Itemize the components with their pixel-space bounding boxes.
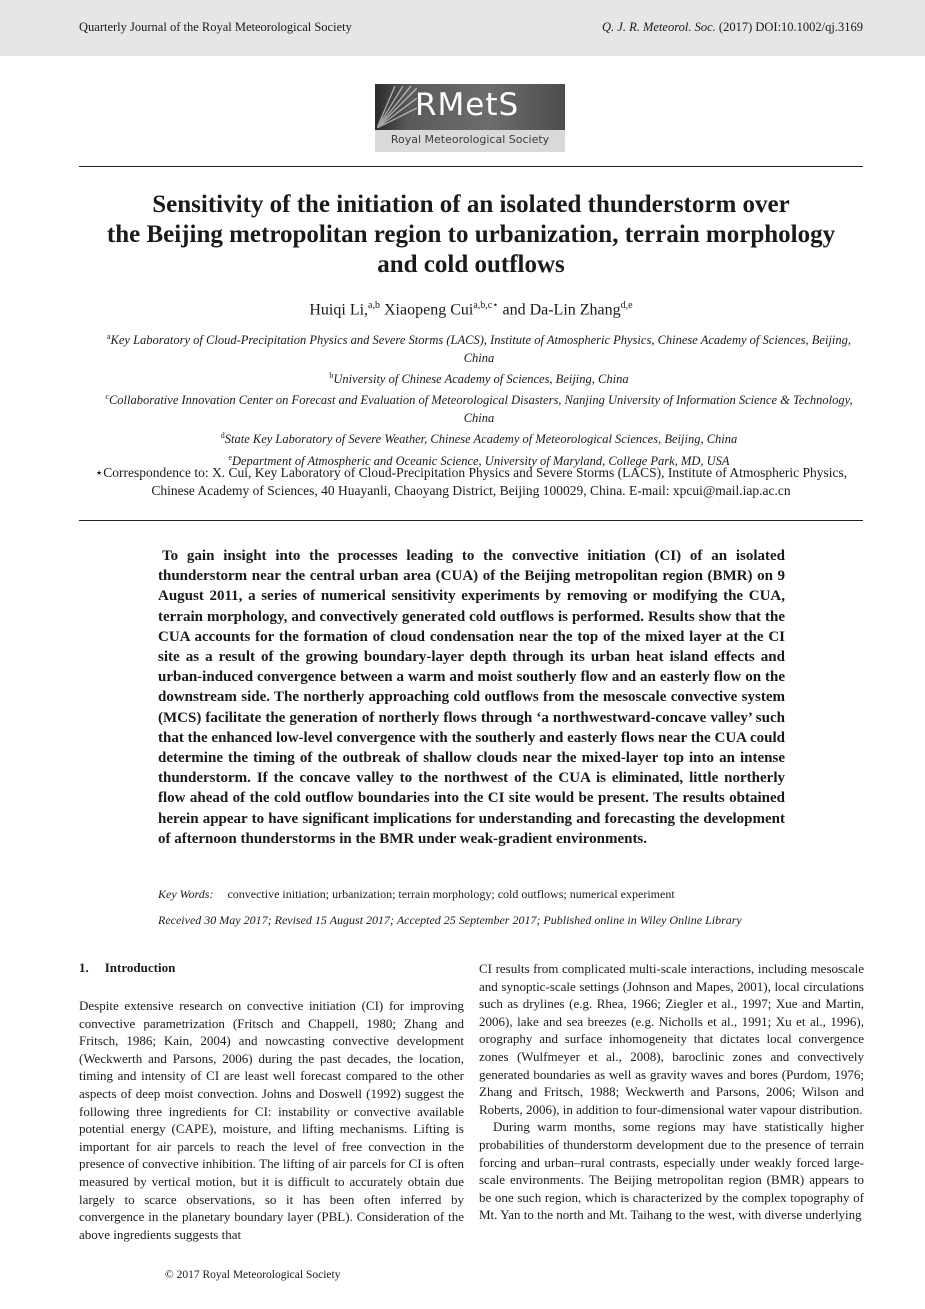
body-column-left: [79, 997, 464, 1243]
affiliation-mark: a: [106, 332, 111, 341]
author-name: Huiqi Li,: [309, 301, 369, 319]
affiliation-text: University of Chinese Academy of Sciences, Beijing, China: [333, 372, 629, 387]
paper-title: [79, 190, 863, 280]
author-affiliation-mark: a,b: [368, 300, 380, 311]
title-line-3: and cold outflows: [377, 251, 565, 278]
author-affiliation-mark: d,e: [620, 300, 633, 311]
abstract: To gain insight into the processes leading to the convective initiation (CI) of an isolated thunderstorm near the central urban area (CUA) of the Beijing metropolitan region (BMR) on 9 August 2011, a series of numerical sensitivity experiments by removing or modifying the CUA, terrain morphology, and convectively generated cold outflows is performed. Results show that the CUA accounts for the formation of cloud condensation near the top of the mixed layer at the CI site as a result of the growing boundary-layer depth through its urban heat island effects and urban-induced convergence between a warm and moist southerly flow and an easterly flow on the downstream side. The northerly approaching cold outflows from the mesoscale convective system (MCS) facilitate the generation of northerly flows through ‘a northwestward-concave valley’ such that the enhanced low-level convergence with the southerly and easterly flows near the CUA could determine the timing of the outbreak of shallow clouds near the mixed-layer top into an intense thunderstorm. If the concave valley to the northwest of the CUA is eliminated, little northerly flow ahead of the cold outflow boundaries into the CI site would be present. The results obtained herein appear to have significant implications for understanding and forecasting the development of afternoon thunderstorms in the BMR under weak-gradient environments.: [158, 548, 785, 847]
affiliation: [94, 388, 864, 427]
affiliations: [94, 328, 864, 470]
affiliation: [94, 427, 864, 448]
affiliation-mark: e: [228, 452, 232, 462]
affiliation: [94, 367, 864, 388]
logo-rays-icon: [377, 86, 417, 128]
citation: [602, 20, 863, 35]
copyright-footer: © 2017 Royal Meteorological Society: [165, 1269, 341, 1281]
section-title: Introduction: [104, 960, 176, 975]
keywords-text: convective initiation; urbanization; terrain morphology; cold outflows; numerical experiment: [227, 887, 675, 901]
affiliation-text: Collaborative Innovation Center on Forecast and Evaluation of Meteorological Disasters, Nanjing University of Information Science & Technology, China: [108, 393, 853, 426]
keywords-label: Key Words:: [158, 887, 214, 901]
affiliation-text: Key Laboratory of Cloud-Precipitation Physics and Severe Storms (LACS), Institute of Atmospheric Physics, Chinese Academy of Sciences, Beijing, China: [110, 333, 852, 366]
affiliation-mark: d: [220, 431, 225, 441]
logo-wordmark: RMetS: [415, 87, 520, 123]
title-line-2: the Beijing metropolitan region to urbanization, terrain morphology: [106, 221, 836, 248]
running-header: [0, 0, 925, 56]
logo-mark: [375, 84, 565, 130]
correspondence: ⋆Correspondence to: X. Cui, Key Laboratory of Cloud-Precipitation Physics and Severe Storms (LACS), Institute of Atmospheric Physics, Chinese Academy of Sciences, 40 Huayanli, Chaoyang District, Beijing 100029, China. E-mail: xpcui@mail.iap.ac.cn: [94, 465, 848, 498]
body-paragraph: CI results from complicated multi-scale interactions, including mesoscale and synoptic-scale settings (Johnson and Mapes, 2001), local circulations such as drylines (e.g. Rhea, 1966; Ziegler et al., 1997; Xue and Martin, 2006), lake and sea breezes (e.g. Nicholls et al., 1991; Xu et al., 1996), orography and surface inhomogeneity that dictates local convergence zones (Wulfmeyer et al., 2008), baroclinic zones and convectively generated boundaries as well as gravity waves and bores (Purdom, 1976; Zhang and Fritsch, 1988; Weckwerth and Parsons, 2006; Wilson and Roberts, 2006), in addition to four-dimensional water vapour distribution.: [479, 961, 864, 1117]
affiliation-text: State Key Laboratory of Severe Weather, Chinese Academy of Meteorological Sciences, Beijing, China: [224, 432, 738, 447]
affiliation-mark: c: [105, 392, 109, 402]
affiliation-text: Department of Atmospheric and Oceanic Science, University of Maryland, College Park, MD, USA: [231, 453, 730, 468]
section-heading: [79, 960, 175, 976]
header-bottom-rule: [79, 520, 863, 521]
top-rule: [79, 166, 863, 167]
author-affiliation-mark: a,b,c⋆: [473, 300, 499, 311]
author-name: Xiaopeng Cui: [380, 301, 474, 319]
section-number: 1.: [79, 960, 89, 975]
affiliation-mark: b: [329, 371, 334, 381]
logo-society-name: Royal Meteorological Society: [390, 133, 550, 146]
author-name: and Da-Lin Zhang: [498, 301, 621, 319]
rmets-logo: [375, 84, 565, 152]
title-line-1: Sensitivity of the initiation of an isolated thunderstorm over: [152, 191, 790, 218]
affiliation: [94, 328, 864, 367]
citation-doi: (2017) DOI:10.1002/qj.3169: [715, 20, 863, 34]
citation-journal: Q. J. R. Meteorol. Soc.: [602, 20, 716, 34]
body-paragraph: Despite extensive research on convective initiation (CI) for improving convective parametrization (Fritsch and Chappell, 1980; Zhang and Fritsch, 1986; Kain, 2004) and nowcasting convective development (Weckwerth and Parsons, 2006) during the past decades, the location, timing and intensity of CI are least well forecast compared to the other aspects of deep moist convection. Johns and Doswell (1992) suggest the following three ingredients for CI: instability or convective available potential energy (CAPE), moisture, and lifting mechanisms. Lifting is important for air parcels to reach the level of free convection in the presence of convective inhibition. The lifting of air parcels for CI is often measured by vertical motion, but it is difficult to accurately obtain due largely to scarce observations, so it has been often inferred by convergence in the planetary boundary layer (PBL). Consideration of the above ingredients suggests that: [79, 998, 464, 1242]
received-dates: Received 30 May 2017; Revised 15 August 2017; Accepted 25 September 2017; Published online in Wiley Online Library: [158, 913, 742, 927]
body-paragraph: During warm months, some regions may have statistically higher probabilities of thunderstorm development due to the presence of terrain forcing and urban–rural contrasts, especially under weakly forced large-scale environments. The Beijing metropolitan region (BMR) appears to be one such region, which is characterized by the complex topography of Mt. Yan to the north and Mt. Taihang to the west, with diverse underlying: [479, 1119, 864, 1223]
journal-name: Quarterly Journal of the Royal Meteorological Society: [79, 20, 352, 34]
body-column-right: [479, 960, 864, 1224]
keywords: [158, 887, 785, 902]
author-list: [79, 300, 863, 319]
